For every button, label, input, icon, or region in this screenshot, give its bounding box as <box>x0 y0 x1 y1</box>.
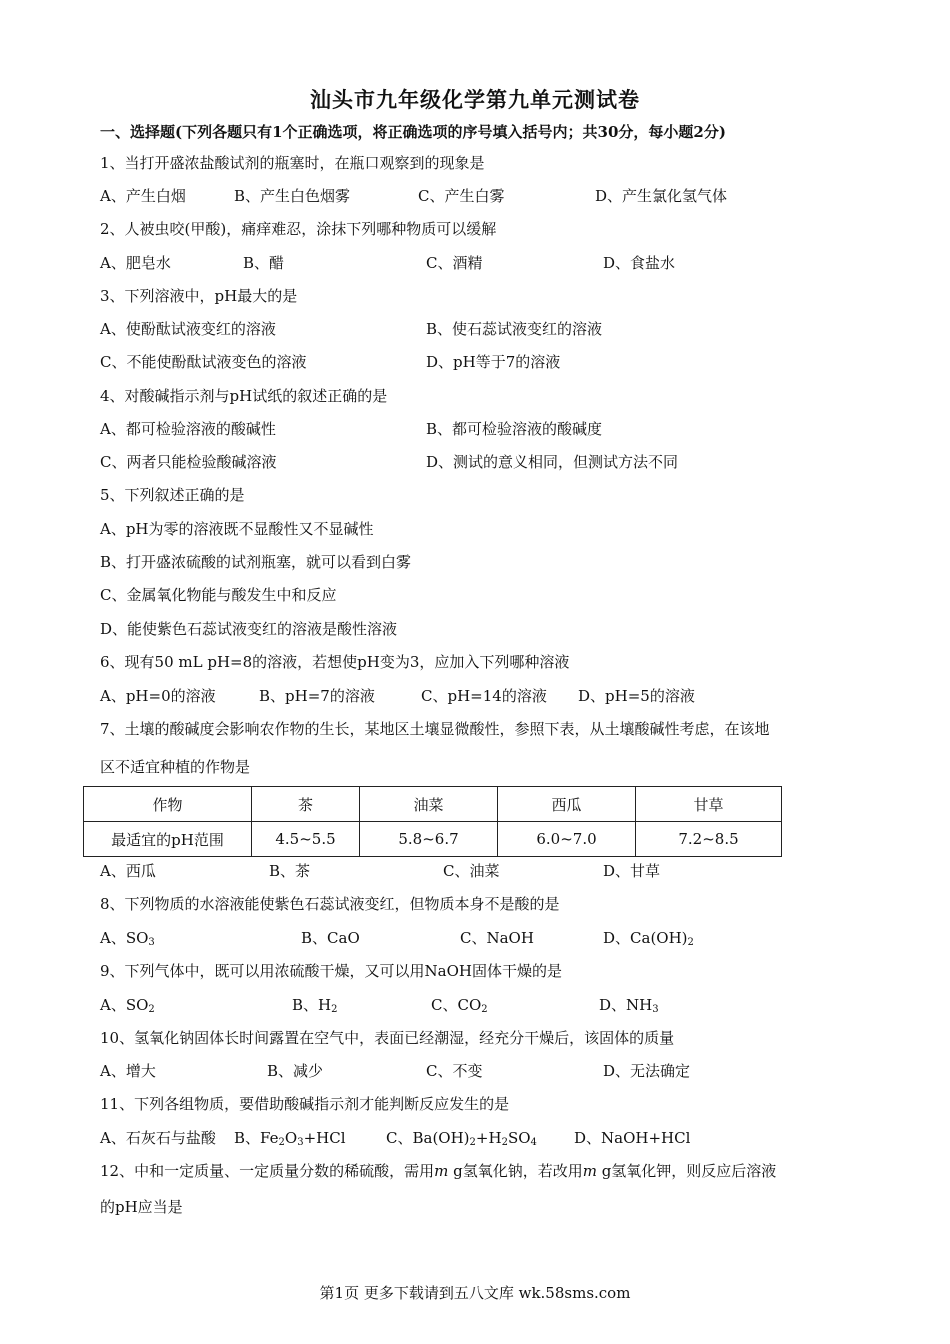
q8-option-d: D、$Ca(OH)_2$ <box>603 929 694 948</box>
q6-option-d: D、pH=5的溶液 <box>578 687 695 705</box>
question-5: 5、下列叙述正确的是 <box>100 486 245 504</box>
q1-option-b: B、产生白色烟雾 <box>234 187 351 205</box>
q3-option-c: C、不能使酚酞试液变色的溶液 <box>100 353 307 371</box>
q4-option-b: B、都可检验溶液的酸碱度 <box>426 420 603 438</box>
table-cell: 4.5~5.5 <box>252 822 360 857</box>
crop-ph-table <box>83 786 782 857</box>
q9-option-a: A、$SO_2$ <box>100 996 155 1015</box>
q8-option-c: C、NaOH <box>460 929 534 947</box>
q10-option-a: A、增大 <box>100 1062 156 1080</box>
question-8: 8、下列物质的水溶液能使紫色石蕊试液变红，但物质本身不是酸的是 <box>100 895 560 913</box>
q11-option-a: A、石灰石与盐酸 <box>100 1129 216 1147</box>
q3-option-b: B、使石蕊试液变红的溶液 <box>426 320 603 338</box>
question-7-continued: 区不适宜种植的作物是 <box>100 758 251 776</box>
q1-option-a: A、产生白烟 <box>100 187 186 205</box>
q6-option-a: A、pH=0的溶液 <box>100 687 216 705</box>
q11-option-b: B、$Fe_2O_3+HCl$ <box>234 1129 346 1148</box>
question-2: 2、人被虫咬(甲酸)，痛痒难忍，涂抹下列哪种物质可以缓解 <box>100 220 497 238</box>
q9-option-c: C、$CO_2$ <box>431 996 488 1015</box>
question-10: 10、氢氧化钠固体长时间露置在空气中，表面已经潮湿，经充分干燥后，该固体的质量 <box>100 1029 675 1047</box>
section-heading: 一、选择题(下列各题只有1个正确选项，将正确选项的序号填入括号内；共30分，每小题2分) <box>100 123 726 141</box>
table-header-row <box>84 787 782 822</box>
q7-option-b: B、茶 <box>269 862 311 880</box>
q10-option-c: C、不变 <box>426 1062 483 1080</box>
page-footer: 第1页 更多下载请到五八文库 wk.58sms.com <box>319 1284 631 1302</box>
q5-option-b: B、打开盛浓硫酸的试剂瓶塞，就可以看到白雾 <box>100 553 412 571</box>
q3-option-a: A、使酚酞试液变红的溶液 <box>100 320 276 338</box>
table-header-cell: 甘草 <box>636 787 782 822</box>
question-12-continued: 的pH应当是 <box>100 1198 183 1216</box>
table-header-cell: 油菜 <box>360 787 498 822</box>
q7-option-c: C、油菜 <box>443 862 500 880</box>
table-header-cell: 西瓜 <box>498 787 636 822</box>
q2-option-d: D、食盐水 <box>603 254 676 272</box>
q4-option-d: D、测试的意义相同，但测试方法不同 <box>426 453 679 471</box>
q9-option-d: D、$NH_3$ <box>599 996 659 1015</box>
q6-option-c: C、pH=14的溶液 <box>421 687 547 705</box>
q5-option-a: A、pH为零的溶液既不显酸性又不显碱性 <box>100 520 374 538</box>
question-3: 3、下列溶液中，pH最大的是 <box>100 287 298 305</box>
q8-option-a: A、$SO_3$ <box>100 929 155 948</box>
q5-option-c: C、金属氧化物能与酸发生中和反应 <box>100 586 337 604</box>
q7-option-a: A、西瓜 <box>100 862 156 880</box>
table-cell: 6.0~7.0 <box>498 822 636 857</box>
q4-option-c: C、两者只能检验酸碱溶液 <box>100 453 277 471</box>
q11-option-d: D、NaOH+HCl <box>574 1129 691 1147</box>
question-9: 9、下列气体中，既可以用浓硫酸干燥，又可以用NaOH固体干燥的是 <box>100 962 562 980</box>
q6-option-b: B、pH=7的溶液 <box>259 687 375 705</box>
question-6: 6、现有50 mL pH=8的溶液，若想使pH变为3，应加入下列哪种溶液 <box>100 653 570 671</box>
table-cell: 7.2~8.5 <box>636 822 782 857</box>
q11-option-c: C、$Ba(OH)_2+H_2SO_4$ <box>386 1129 537 1148</box>
q4-option-a: A、都可检验溶液的酸碱性 <box>100 420 276 438</box>
q7-option-d: D、甘草 <box>603 862 661 880</box>
table-header-cell: 茶 <box>252 787 360 822</box>
table-header-cell: 作物 <box>84 787 252 822</box>
q10-option-b: B、减少 <box>267 1062 324 1080</box>
question-7: 7、土壤的酸碱度会影响农作物的生长，某地区土壤显微酸性，参照下表，从土壤酸碱性考虑，在该地 <box>100 720 770 738</box>
q2-option-a: A、肥皂水 <box>100 254 171 272</box>
question-4: 4、对酸碱指示剂与pH试纸的叙述正确的是 <box>100 387 388 405</box>
q2-option-b: B、醋 <box>243 254 285 272</box>
q9-option-b: B、$H_2$ <box>292 996 338 1015</box>
table-row <box>84 822 782 857</box>
q5-option-d: D、能使紫色石蕊试液变红的溶液是酸性溶液 <box>100 620 398 638</box>
question-12: 12、中和一定质量、一定质量分数的稀硫酸，需用m g氢氧化钠，若改用m g氢氧化钾，则反应后溶液 <box>100 1162 777 1180</box>
q8-option-b: B、CaO <box>301 929 360 947</box>
q2-option-c: C、酒精 <box>426 254 483 272</box>
q1-option-c: C、产生白雾 <box>418 187 505 205</box>
q3-option-d: D、pH等于7的溶液 <box>426 353 561 371</box>
question-1: 1、当打开盛浓盐酸试剂的瓶塞时，在瓶口观察到的现象是 <box>100 154 485 172</box>
table-cell: 5.8~6.7 <box>360 822 498 857</box>
q1-option-d: D、产生氯化氢气体 <box>595 187 728 205</box>
page-title: 汕头市九年级化学第九单元测试卷 <box>310 87 640 112</box>
question-11: 11、下列各组物质，要借助酸碱指示剂才能判断反应发生的是 <box>100 1095 510 1113</box>
table-cell: 最适宜的pH范围 <box>84 822 252 857</box>
q10-option-d: D、无法确定 <box>603 1062 691 1080</box>
